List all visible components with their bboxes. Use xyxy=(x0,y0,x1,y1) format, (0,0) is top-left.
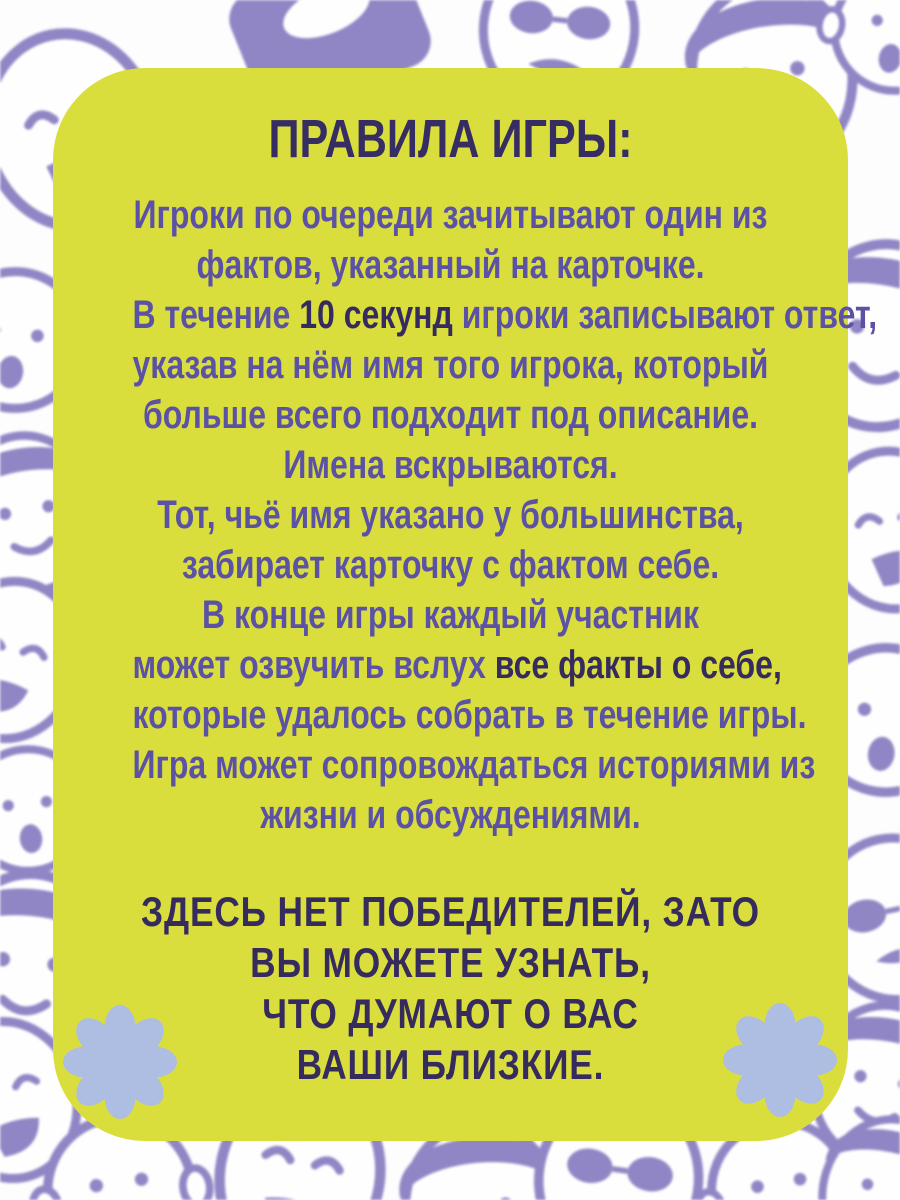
rules-line: Игроки по очереди зачитывают один из xyxy=(133,193,768,237)
flower-icon xyxy=(722,1002,838,1118)
rules-line: Имена вскрываются. xyxy=(283,443,618,487)
rules-line: фактов, указанный на карточке. xyxy=(196,243,705,287)
rules-text xyxy=(132,190,878,840)
flower-icon xyxy=(62,1004,178,1120)
rules-card xyxy=(53,68,878,1141)
rules-line: забирает карточку с фактом себе. xyxy=(181,543,720,587)
footer-line: ЧТО ДУМАЮТ О ВАС xyxy=(262,990,639,1037)
emphasis-text: все факты о себе, xyxy=(494,643,782,687)
footer-line: ЗДЕСЬ НЕТ ПОБЕДИТЕЛЕЙ, ЗАТО xyxy=(141,888,760,935)
emphasis-text: 10 секунд xyxy=(299,293,453,337)
footer-line: ВАШИ БЛИЗКИЕ. xyxy=(296,1041,605,1088)
rules-line: жизни и обсуждениями. xyxy=(260,793,641,837)
rules-line: которые удалось собрать в течение игры. xyxy=(132,693,807,737)
card-title: ПРАВИЛА ИГРЫ: xyxy=(268,109,633,169)
rules-line: В течение 10 секунд игроки записывают ответ, xyxy=(132,293,878,337)
rules-line: Игра может сопровождаться историями из xyxy=(132,743,816,787)
rules-line: Тот, чьё имя указано у большинства, xyxy=(157,493,744,537)
footer-line: ВЫ МОЖЕТЕ УЗНАТЬ, xyxy=(250,939,651,986)
footer-note xyxy=(117,886,785,1090)
rules-line: больше всего подходит под описание. xyxy=(143,393,758,437)
rules-line: указав на нём имя того игрока, который xyxy=(132,343,769,387)
rules-line: В конце игры каждый участник xyxy=(202,593,699,637)
rules-line: может озвучить вслух все факты о себе, xyxy=(132,643,782,687)
